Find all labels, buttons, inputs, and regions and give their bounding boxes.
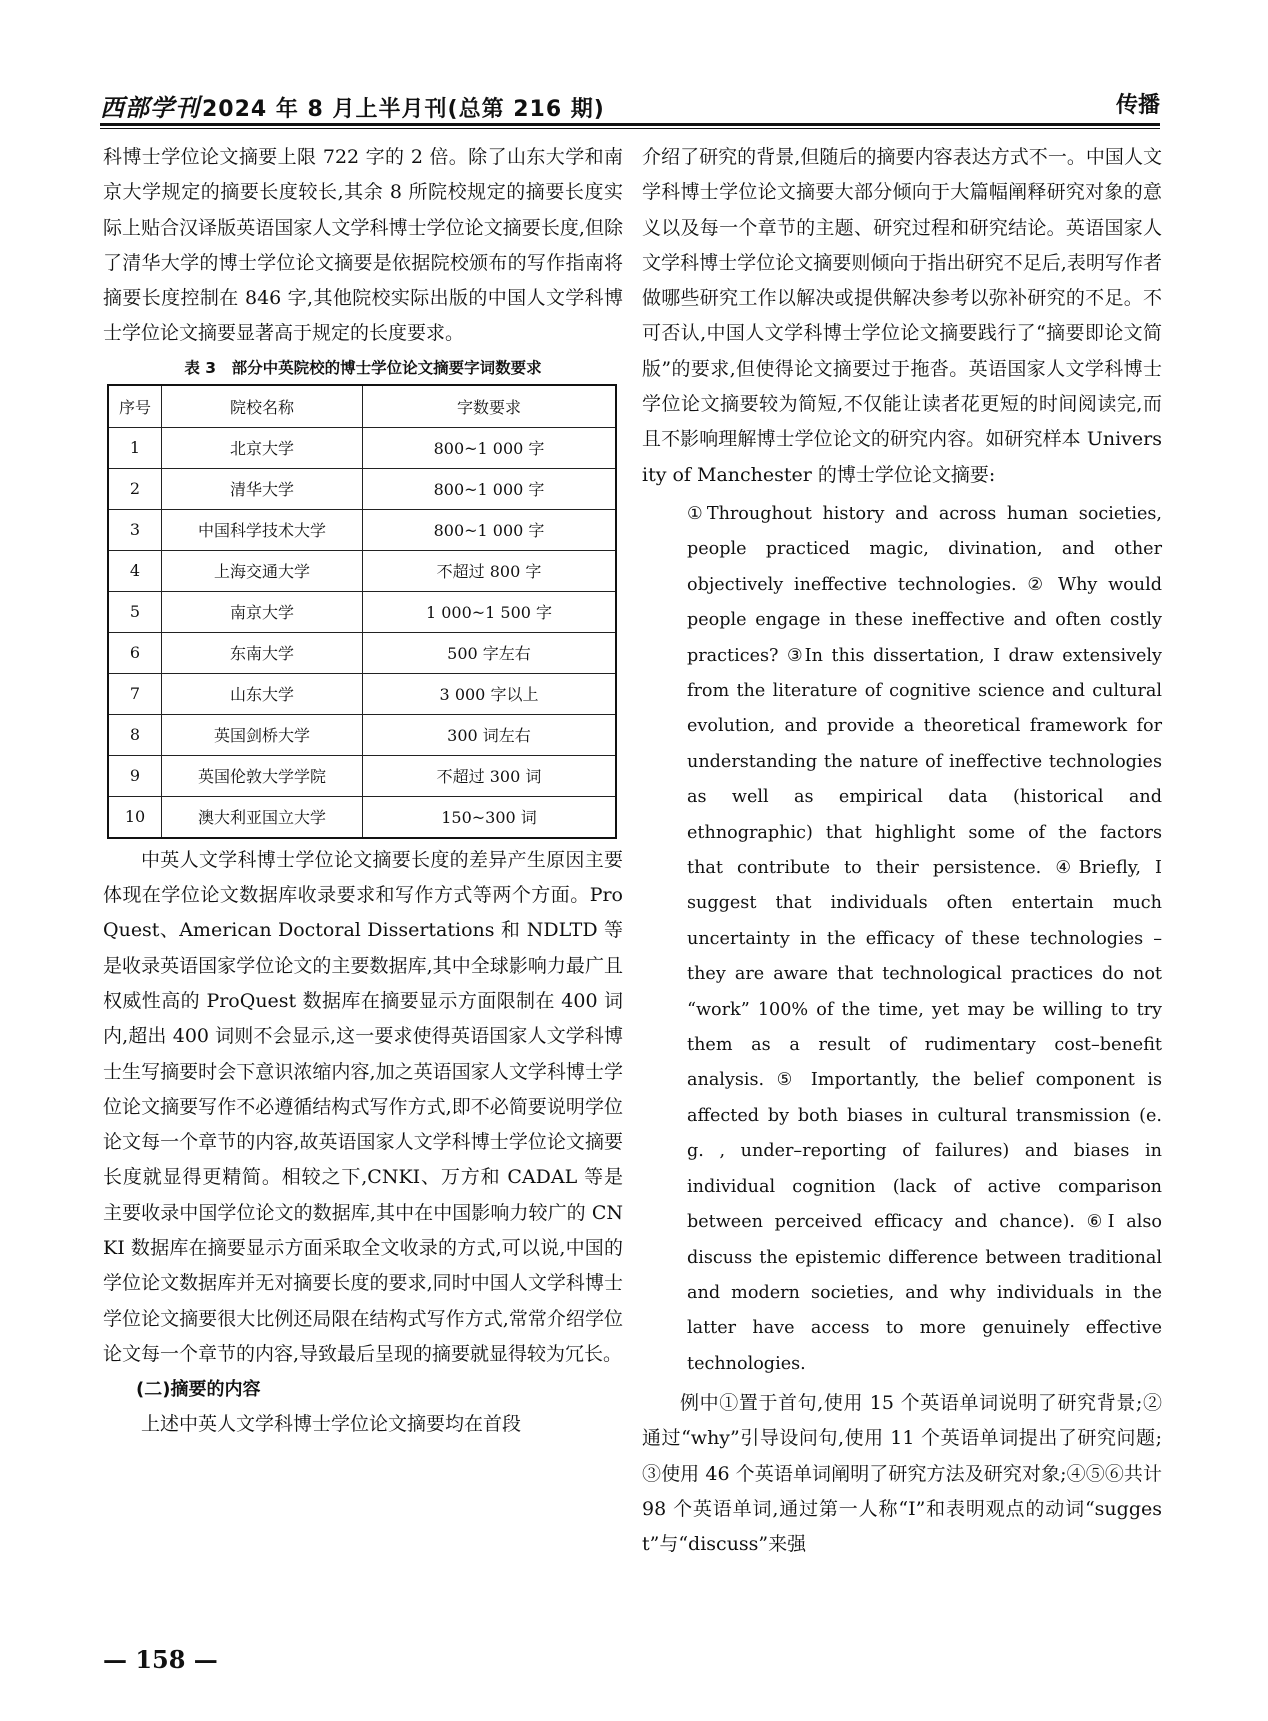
issue-info: 2024 年 8 月上半月刊(总第 216 期) bbox=[202, 97, 605, 122]
cell-school: 清华大学 bbox=[162, 468, 363, 509]
left-paragraph-1: 科博士学位论文摘要上限 722 字的 2 倍。除了山东大学和南京大学规定的摘要长度较长,其余 8 所院校规定的摘要长度实际上贴合汉译版英语国家人文学科博士学位论文摘要长度,但除了清华大学的博士学位论文摘要是依据院校颁布的写作指南将摘要长度控制在 846 字,其他院校实际出版的中国人文学科博士学位论文摘要显著高于规定的长度要求。 bbox=[103, 146, 623, 345]
left-column bbox=[103, 140, 623, 1443]
cell-index: 5 bbox=[108, 591, 162, 632]
cell-index: 2 bbox=[108, 468, 162, 509]
cell-requirement: 800~1 000 字 bbox=[363, 468, 617, 509]
table-caption: 表 3 部分中英院校的博士学位论文摘要字词数要求 bbox=[184, 358, 542, 377]
table-row bbox=[108, 714, 616, 755]
table-header-row bbox=[108, 385, 616, 428]
table-row bbox=[108, 632, 616, 673]
left-paragraph-2: 中英人文学科博士学位论文摘要长度的差异产生原因主要体现在学位论文数据库收录要求和写作方式等两个方面。ProQuest、American Doctoral Dissertations 和 NDLTD 等是收录英语国家学位论文的主要数据库,其中全球影响力最广且权威性高的 ProQuest 数据库在摘要显示方面限制在 400 词内,超出 400 词则不会显示,这一要求使得英语国家人文学科博士生写摘要时会下意识浓缩内容,加之英语国家人文学科博士学位论文摘要写作不必遵循结构式写作方式,即不必简要说明学位论文每一个章节的内容,故英语国家人文学科博士学位论文摘要长度就显得更精简。相较之下,CNKI、万方和 CADAL 等是主要收录中国学位论文的数据库,其中在中国影响力较广的 CNKI 数据库在摘要显示方面采取全文收录的方式,可以说,中国的学位论文数据库并无对摘要长度的要求,同时中国人文学科博士学位论文摘要很大比例还局限在结构式写作方式,常常介绍学位论文每一个章节的内容,导致最后呈现的摘要就显得较为冗长。 bbox=[103, 848, 623, 1365]
cell-school: 中国科学技术大学 bbox=[162, 509, 363, 550]
cell-requirement: 800~1 000 字 bbox=[363, 427, 617, 468]
table-row bbox=[108, 673, 616, 714]
cell-index: 6 bbox=[108, 632, 162, 673]
cell-index: 10 bbox=[108, 796, 162, 838]
table-row bbox=[108, 550, 616, 591]
cell-school: 北京大学 bbox=[162, 427, 363, 468]
right-paragraph-1: 介绍了研究的背景,但随后的摘要内容表达方式不一。中国人文学科博士学位论文摘要大部分倾向于大篇幅阐释研究对象的意义以及每一个章节的主题、研究过程和研究结论。英语国家人文学科博士学位论文摘要则倾向于指出研究不足后,表明写作者做哪些研究工作以解决或提供解决参考以弥补研究的不足。不可否认,中国人文学科博士学位论文摘要践行了“摘要即论文简版”的要求,但使得论文摘要过于拖沓。英语国家人文学科博士学位论文摘要较为简短,不仅能让读者花更短的时间阅读完,而且不影响理解博士学位论文的研究内容。如研究样本 University of Manchester 的博士学位论文摘要: bbox=[642, 146, 1162, 486]
cell-index: 9 bbox=[108, 755, 162, 796]
table-row bbox=[108, 468, 616, 509]
cell-requirement: 3 000 字以上 bbox=[363, 673, 617, 714]
cell-school: 澳大利亚国立大学 bbox=[162, 796, 363, 838]
cell-requirement: 不超过 800 字 bbox=[363, 550, 617, 591]
header-cell-school: 院校名称 bbox=[162, 385, 363, 428]
left-paragraph-3: 上述中英人文学科博士学位论文摘要均在首段 bbox=[141, 1413, 522, 1436]
cell-requirement: 150~300 词 bbox=[363, 796, 617, 838]
running-header bbox=[100, 88, 1160, 122]
cell-requirement: 1 000~1 500 字 bbox=[363, 591, 617, 632]
section-subheading: (二)摘要的内容 bbox=[136, 1379, 261, 1401]
cell-school: 东南大学 bbox=[162, 632, 363, 673]
header-cell-index: 序号 bbox=[108, 385, 162, 428]
cell-index: 8 bbox=[108, 714, 162, 755]
table-row bbox=[108, 509, 616, 550]
cell-index: 3 bbox=[108, 509, 162, 550]
section-name: 传播 bbox=[1115, 93, 1160, 118]
header-rule bbox=[100, 123, 1160, 126]
right-column bbox=[642, 140, 1162, 1563]
cell-index: 4 bbox=[108, 550, 162, 591]
cell-school: 英国伦敦大学学院 bbox=[162, 755, 363, 796]
table-row bbox=[108, 755, 616, 796]
table-row bbox=[108, 427, 616, 468]
cell-requirement: 500 字左右 bbox=[363, 632, 617, 673]
cell-school: 山东大学 bbox=[162, 673, 363, 714]
header-cell-requirement: 字数要求 bbox=[363, 385, 617, 428]
page-number: — 158 — bbox=[103, 1645, 218, 1674]
cell-index: 1 bbox=[108, 427, 162, 468]
cell-requirement: 300 词左右 bbox=[363, 714, 617, 755]
table-row bbox=[108, 591, 616, 632]
cell-requirement: 不超过 300 词 bbox=[363, 755, 617, 796]
cell-index: 7 bbox=[108, 673, 162, 714]
journal-issue-line bbox=[100, 88, 605, 123]
cell-requirement: 800~1 000 字 bbox=[363, 509, 617, 550]
cell-school: 南京大学 bbox=[162, 591, 363, 632]
table-row bbox=[108, 796, 616, 838]
right-paragraph-2: 例中①置于首句,使用 15 个英语单词说明了研究背景;②通过“why”引导设问句,使用 11 个英语单词提出了研究问题;③使用 46 个英语单词阐明了研究方法及研究对象;④⑤⑥共计 98 个英语单词,通过第一人称“I”和表明观点的动词“suggest”与“discuss”来强 bbox=[642, 1392, 1162, 1556]
cell-school: 上海交通大学 bbox=[162, 550, 363, 591]
abstract-quote: ①Throughout history and across human societies, people practiced magic, divination, and other objectively ineffective technologies. ② Why would people engage in these ineffective and often costly practices? ③In this dissertation, I draw extensively from the literature of cognitive science and cultural evolution, and provide a theoretical framework for understanding the nature of ineffective technologies as well as empirical data (historical and ethnographic) that highlight some of the factors that contribute to their persistence. ④Briefly, I suggest that individuals often entertain much uncertainty in the efficacy of these technologies – they are aware that technological practices do not “work” 100% of the time, yet may be willing to try them as a result of rudimentary cost–benefit analysis. ⑤ Importantly, the belief component is affected by both biases in cultural transmission (e. g. , under–reporting of failures) and biases in individual cognition (lack of active comparison between perceived efficacy and chance). ⑥I also discuss the epistemic difference between traditional and modern societies, and why individuals in the latter have access to more genuinely effective technologies. bbox=[687, 503, 1162, 1374]
header-rule-thin bbox=[100, 128, 1160, 129]
journal-logo: 西部学刊 bbox=[100, 94, 200, 122]
cell-school: 英国剑桥大学 bbox=[162, 714, 363, 755]
requirements-table bbox=[107, 384, 617, 839]
